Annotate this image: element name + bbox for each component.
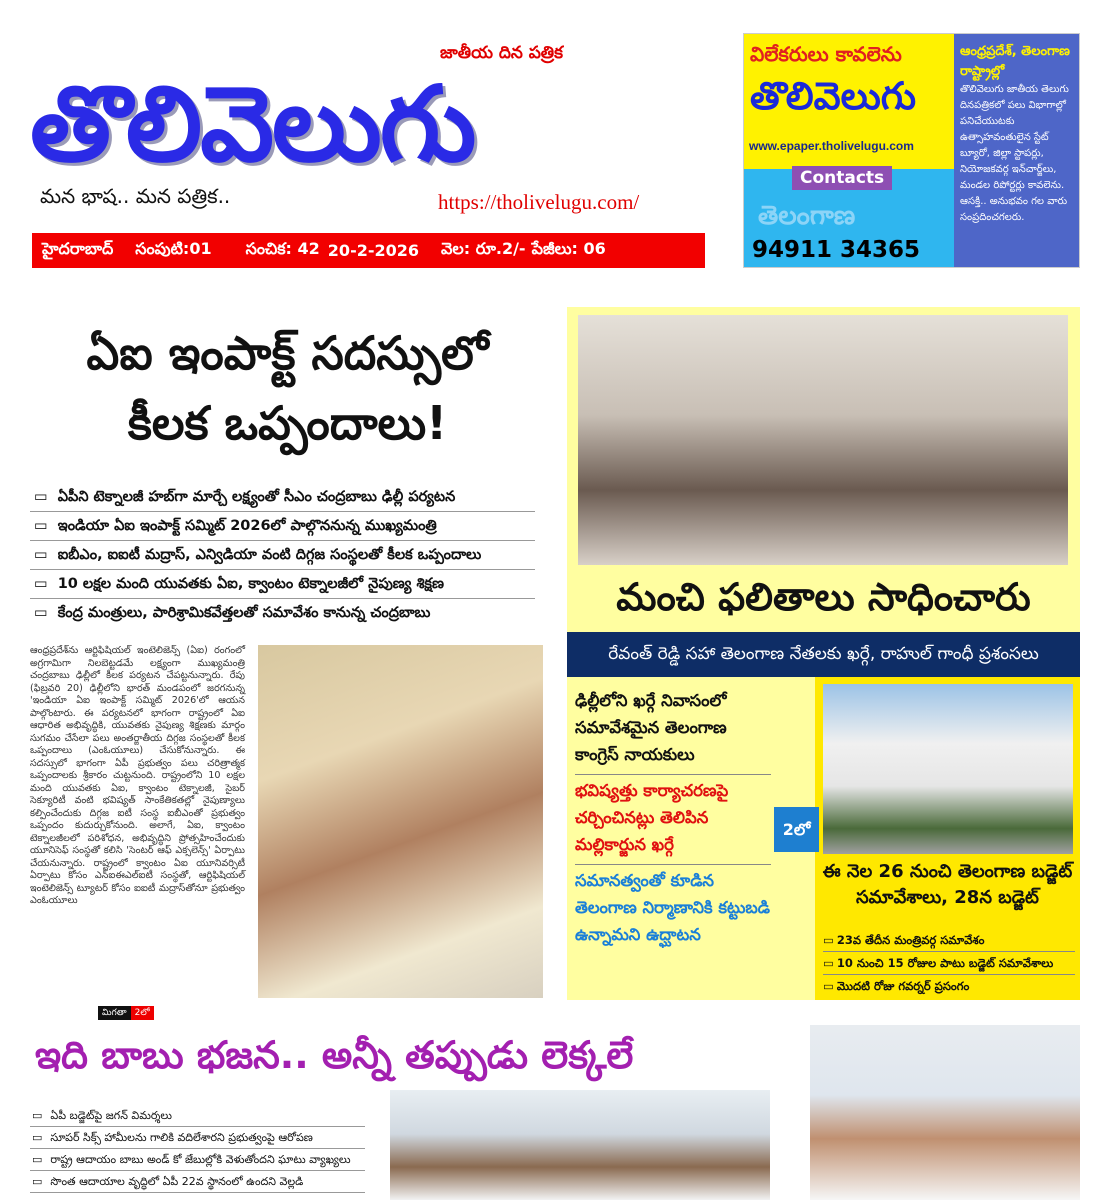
pages: పేజీలు: 06: [531, 239, 606, 258]
congress-headline: మంచి ఫలితాలు సాధించారు: [616, 575, 1031, 619]
masthead-slogan: మన భాష.. మన పత్రిక..: [40, 184, 231, 208]
point: భవిష్యత్తు కార్యాచరణపై చర్చించినట్లు తెలిపిన మల్లికార్జున ఖర్గే: [575, 775, 771, 865]
ad-contacts-label: Contacts: [792, 166, 892, 190]
ad-website[interactable]: www.epaper.tholivelugu.com: [749, 139, 914, 153]
date: 20-2-2026: [327, 241, 420, 260]
ad-logo: తొలివెలుగు: [750, 74, 917, 118]
jagan-photo: [390, 1090, 770, 1200]
lead-bullets: [30, 483, 535, 628]
continued-page: 2లో: [131, 1006, 154, 1020]
list-item: ▭ మొదటి రోజు గవర్నర్ ప్రసంగం: [823, 975, 1075, 997]
continued-label: మిగతా: [98, 1006, 131, 1020]
continued-tag[interactable]: [98, 1006, 154, 1020]
congress-points: [575, 685, 771, 954]
ad-state: తెలంగాణ: [758, 201, 856, 231]
ad-phone: 94911 34365: [752, 237, 921, 263]
congress-subheadline: రేవంత్ రెడ్డి సహా తెలంగాణ నేతలకు ఖర్గే, రాహుల్ గాంధీ ప్రశంసలు: [567, 632, 1080, 677]
recruitment-ad[interactable]: [743, 33, 1080, 268]
list-item: ▭ సూపర్ సిక్స్ హామీలను గాలికి వదిలేశారని ప్రభుత్వంపై ఆరోపణ: [30, 1127, 365, 1149]
list-item: ▭ 10 లక్షల మంది యువతకు ఏఐ, క్వాంటం టెక్నాలజీలో నైపుణ్య శిక్షణ: [30, 570, 535, 599]
lokesh-photo: [810, 1025, 1080, 1200]
budget-story: [815, 677, 1080, 1000]
jagan-bullets: [30, 1105, 365, 1193]
list-item: ▭ కేంద్ర మంత్రులు, పారిశ్రామికవేత్తలతో సమావేశం కానున్న చంద్రబాబు: [30, 599, 535, 628]
assembly-photo: [823, 684, 1073, 854]
ad-side-panel: [954, 34, 1080, 268]
point: సమానత్వంతో కూడిన తెలంగాణ నిర్మాణానికి కట్టుబడి ఉన్నామని ఉద్ఘాటన: [575, 871, 771, 944]
lead-headline: [30, 318, 545, 458]
ad-title: విలేకరులు కావలెను: [750, 42, 902, 66]
website-link[interactable]: https://tholivelugu.com/: [438, 190, 640, 214]
masthead-logo: తొలివెలుగు: [30, 68, 475, 180]
congress-leaders-photo: [578, 315, 1068, 565]
budget-bullets: [823, 929, 1075, 997]
continued-badge[interactable]: 2లో: [774, 807, 819, 852]
city: హైదరాబాద్: [42, 239, 114, 258]
list-item: ▭ ఏపీని టెక్నాలజీ హబ్‌గా మార్చే లక్ష్యంతో సీఎం చంద్రబాబు ఢిల్లీ పర్యటన: [30, 483, 535, 512]
chandrababu-photo: [258, 645, 543, 998]
list-item: ▭ ఐబీఎం, ఐఐటీ మద్రాస్, ఎన్విడియా వంటి దిగ్గజ సంస్థలతో కీలక ఒప్పందాలు: [30, 541, 535, 570]
ad-side-heading: ఆంధ్రప్రదేశ్, తెలంగాణ రాష్ట్రాల్లో: [960, 44, 1070, 79]
lead-headline-line-1: ఏఐ ఇంపాక్ట్ సదస్సులో: [86, 326, 489, 380]
jagan-headline: ఇది బాబు భజన.. అన్నీ తప్పుడు లెక్కలే: [35, 1033, 634, 1077]
price: వెల: రూ.2/-: [441, 239, 526, 258]
masthead-tagline: జాతీయ దిన పత్రిక: [440, 43, 563, 63]
list-item: ▭ సొంత ఆదాయాల వృద్ధిలో ఏపీ 22వ స్థానంలో ఉందని వెల్లడి: [30, 1171, 365, 1193]
lead-body-text: ఆంధ్రప్రదేశ్‌ను ఆర్టిఫిషియల్ ఇంటెలిజెన్స్ (ఏఐ) రంగంలో అగ్రగామిగా నిలబెట్టడమే లక్ష్యంగా ముఖ్యమంత్రి చంద్రబాబు ఢిల్లీలో కీలక పర్యటన చేపట్టనున్నారు. రేపు (ఫిబ్రవరి 20) ఢిల్లీలోని భారత్ మండపంలో జరగనున్న 'ఇండియా ఏఐ ఇంపాక్ట్ సమ్మిట్ 2026'లో ఆయన పాల్గొంటారు. ఈ పర్యటనలో భాగంగా రాష్ట్రంలో ఏఐ ఆధారిత అభివృద్ధికి, యువతకు నైపుణ్య శిక్షణకు మార్గం సుగమం చేసేలా పలు అంతర్జాతీయ దిగ్గజ సంస్థలతో కీలక ఒప్పందాలు (ఎంఓయూలు) చేసుకోనున్నారు. ఈ సదస్సులో భాగంగా ఏపీ ప్రభుత్వం పలు చరిత్రాత్మక ఒప్పందాలకు శ్రీకారం చుట్టనుంది. రాష్ట్రంలోని 10 లక్షల మంది యువతకు ఏఐ, క్వాంటం టెక్నాలజీ, సైబర్ సెక్యూరిటీ వంటి భవిష్యత్ సాంకేతికతల్లో నైపుణ్యాలు కల్పించేందుకు దిగ్గజ ఐటీ సంస్థ ఐబీఎంతో ప్రభుత్వం ఒప్పందం కుదుర్చుకోనుంది. అలాగే, ఏఐ, క్వాంటం టెక్నాలజీలలో పరిశోధన, అభివృద్ధిని ప్రోత్సహించేందుకు యూనిసెఫ్ సంస్థతో కలిసి 'సెంటర్ ఆఫ్ ఎక్సలెన్స్' ఏర్పాటు చేయనున్నారు. రాష్ట్రంలో క్వాంటం ఏఐ యూనివర్సిటీ ఏర్పాటు కోసం ఎన్‌ఐఈఎల్‌ఐటీ సంస్థతో, ఆర్టిఫిషియల్ ఇంటెలిజెన్స్ ట్యూటర్ కోసం ఐఐటీ మద్రాస్‌తోనూ ప్రభుత్వం ఎంఓయూలు: [30, 645, 245, 906]
list-item: ▭ రాష్ట్ర ఆదాయం బాబు అండ్ కో జేబుల్లోకి వెళుతోందని ఘాటు వ్యాఖ్యలు: [30, 1149, 365, 1171]
list-item: ▭ 10 నుంచి 15 రోజుల పాటు బడ్జెట్ సమావేశాలు: [823, 952, 1075, 975]
congress-story: [567, 307, 1080, 1000]
budget-headline: ఈ నెల 26 నుంచి తెలంగాణ బడ్జెట్ సమావేశాలు, 28న బడ్జెట్: [822, 861, 1073, 908]
issue: సంచిక: 42: [245, 239, 320, 258]
list-item: ▭ ఏపీ బడ్జెట్‌పై జగన్ విమర్శలు: [30, 1105, 365, 1127]
list-item: ▭ 23వ తేదీన మంత్రివర్గ సమావేశం: [823, 929, 1075, 952]
volume: సంపుటి:01: [135, 239, 212, 258]
ad-side-text: తొలివెలుగు జాతీయ తెలుగు దినపత్రికలో పలు విభాగాల్లో పనిచేయుటకు ఉత్సాహవంతులైన స్టేట్ బ్యూరో, జిల్లా స్టాపర్లు, నియోజకవర్గ ఇన్‌చార్జ్‌లు, మండల రిపోర్టర్లు కావలెను. ఆసక్తి.. అనుభవం గల వారు సంప్రదించగలరు.: [960, 84, 1069, 223]
list-item: ▭ ఇండియా ఏఐ ఇంపాక్ట్ సమ్మిట్ 2026లో పాల్గొననున్న ముఖ్యమంత్రి: [30, 512, 535, 541]
point: ఢిల్లీలోని ఖర్గే నివాసంలో సమావేశమైన తెలంగాణ కాంగ్రెస్ నాయకులు: [575, 685, 771, 775]
issue-info-bar: [32, 233, 705, 268]
lead-headline-line-2: కీలక ఒప్పందాలు!: [127, 396, 448, 450]
